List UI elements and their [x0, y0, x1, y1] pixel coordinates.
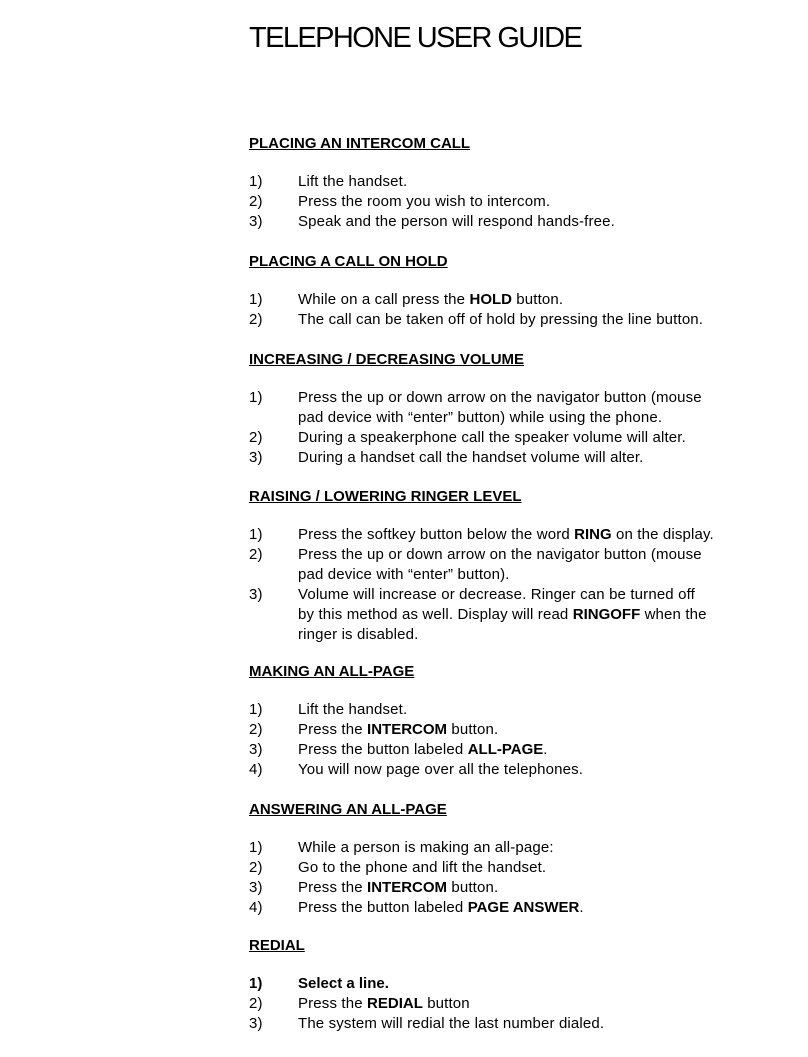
step-text-line [298, 838, 789, 858]
step-text-line [298, 858, 789, 878]
list-item [249, 172, 789, 192]
step-text: button. [511, 291, 564, 308]
step-text: During a speakerphone call the speaker volume will alter. [298, 429, 686, 446]
step-text: Press the softkey button below the word [298, 526, 575, 543]
step-number: 3) [249, 213, 263, 230]
list-item [249, 428, 789, 448]
step-text-line [298, 1014, 789, 1034]
step-number: 2) [249, 193, 263, 210]
list-item [249, 212, 789, 232]
step-text-line [298, 700, 789, 720]
step-text-line [298, 760, 789, 780]
step-text-line [298, 428, 789, 448]
section [249, 936, 789, 1034]
bold-keyword: INTERCOM [367, 879, 448, 896]
step-number: 4) [249, 899, 263, 916]
section [249, 800, 789, 918]
step-text-line [298, 408, 789, 428]
bold-keyword: INTERCOM [367, 721, 448, 738]
list-item [249, 858, 789, 878]
step-text: Select a line. [298, 975, 389, 992]
list-item [249, 700, 789, 720]
step-number: 2) [249, 429, 263, 446]
step-text: While on a call press the [298, 291, 470, 308]
step-text-line [298, 878, 789, 898]
step-text: You will now page over all the telephones. [298, 761, 584, 778]
step-text-line [298, 388, 789, 408]
list-item [249, 585, 789, 645]
step-text: Press the [298, 721, 368, 738]
step-text: pad device with “enter” button) while using the phone. [298, 409, 663, 426]
step-list [249, 172, 789, 232]
step-list [249, 388, 789, 468]
step-number: 3) [249, 449, 263, 466]
section [249, 252, 789, 330]
bold-keyword: REDIAL [367, 995, 423, 1012]
step-text: Press the room you wish to intercom. [298, 193, 551, 210]
list-item [249, 290, 789, 310]
step-number: 2) [249, 721, 263, 738]
step-text-line [298, 310, 789, 330]
step-text-line [298, 448, 789, 468]
step-text: During a handset call the handset volume will alter. [298, 449, 644, 466]
step-text: by this method as well. Display will read [298, 606, 573, 623]
section [249, 350, 789, 468]
step-text-line [298, 172, 789, 192]
step-number: 3) [249, 1015, 263, 1032]
step-text-line [298, 585, 789, 605]
step-number: 3) [249, 586, 263, 603]
step-text-line [298, 545, 789, 565]
step-text: Volume will increase or decrease. Ringer can be turned off [298, 586, 695, 603]
list-item [249, 898, 789, 918]
step-number: 1) [249, 173, 263, 190]
step-text-line [298, 212, 789, 232]
step-text: button. [447, 721, 499, 738]
step-number: 1) [249, 701, 263, 718]
step-number: 1) [249, 526, 263, 543]
list-item [249, 1014, 789, 1034]
step-text: . [579, 899, 584, 916]
section [249, 662, 789, 780]
list-item [249, 545, 789, 585]
section-heading: PLACING A CALL ON HOLD [249, 253, 448, 270]
step-list [249, 974, 789, 1034]
step-text: Speak and the person will respond hands-free. [298, 213, 615, 230]
step-text: ringer is disabled. [298, 626, 419, 643]
step-text: pad device with “enter” button). [298, 566, 510, 583]
list-item [249, 838, 789, 858]
list-item [249, 448, 789, 468]
step-number: 4) [249, 761, 263, 778]
step-text-line [298, 525, 789, 545]
step-number: 2) [249, 311, 263, 328]
step-number: 2) [249, 859, 263, 876]
step-text: button [422, 995, 470, 1012]
step-text-line [298, 565, 789, 585]
bold-keyword: ALL-PAGE [467, 741, 544, 758]
list-item [249, 740, 789, 760]
step-list [249, 700, 789, 780]
step-text: The system will redial the last number dialed. [298, 1015, 605, 1032]
step-list [249, 290, 789, 330]
bold-keyword: RING [574, 526, 612, 543]
step-text: button. [447, 879, 499, 896]
step-text: when the [640, 606, 707, 623]
list-item [249, 878, 789, 898]
step-number: 2) [249, 995, 263, 1012]
list-item [249, 760, 789, 780]
step-text-line [298, 192, 789, 212]
list-item [249, 310, 789, 330]
step-number: 3) [249, 741, 263, 758]
step-text: on the display. [611, 526, 714, 543]
step-list [249, 525, 789, 645]
step-text: While a person is making an all-page: [298, 839, 554, 856]
step-text: The call can be taken off of hold by pressing the line button. [298, 311, 704, 328]
step-text: Press the [298, 995, 368, 1012]
bold-keyword: RINGOFF [572, 606, 641, 623]
step-text: Press the button labeled [298, 741, 468, 758]
list-item [249, 994, 789, 1014]
page-title: TELEPHONE USER GUIDE [249, 22, 582, 54]
list-item [249, 388, 789, 428]
step-number: 1) [249, 975, 263, 992]
step-text: Press the button labeled [298, 899, 468, 916]
step-text: Press the up or down arrow on the navigator button (mouse [298, 389, 702, 406]
step-text-line [298, 605, 789, 625]
bold-keyword: PAGE ANSWER [467, 899, 580, 916]
step-number: 1) [249, 839, 263, 856]
step-text-line [298, 974, 789, 994]
step-text: . [543, 741, 548, 758]
section [249, 487, 789, 645]
bold-keyword: HOLD [469, 291, 512, 308]
section-heading: PLACING AN INTERCOM CALL [249, 135, 471, 152]
list-item [249, 720, 789, 740]
list-item [249, 525, 789, 545]
section-heading: INCREASING / DECREASING VOLUME [249, 351, 525, 368]
step-list [249, 838, 789, 918]
step-text: Press the up or down arrow on the navigator button (mouse [298, 546, 702, 563]
section [249, 134, 789, 232]
section-heading: RAISING / LOWERING RINGER LEVEL [249, 488, 522, 505]
step-text: Lift the handset. [298, 701, 408, 718]
step-text-line [298, 625, 789, 645]
step-number: 3) [249, 879, 263, 896]
list-item [249, 974, 789, 994]
step-text-line [298, 898, 789, 918]
step-text-line [298, 994, 789, 1014]
step-number: 1) [249, 291, 263, 308]
section-heading: MAKING AN ALL-PAGE [249, 663, 415, 680]
step-text-line [298, 290, 789, 310]
section-heading: REDIAL [249, 937, 305, 954]
step-number: 1) [249, 389, 263, 406]
step-text: Press the [298, 879, 368, 896]
step-number: 2) [249, 546, 263, 563]
step-text: Lift the handset. [298, 173, 408, 190]
step-text-line [298, 720, 789, 740]
step-text: Go to the phone and lift the handset. [298, 859, 547, 876]
list-item [249, 192, 789, 212]
section-heading: ANSWERING AN ALL-PAGE [249, 801, 447, 818]
step-text-line [298, 740, 789, 760]
